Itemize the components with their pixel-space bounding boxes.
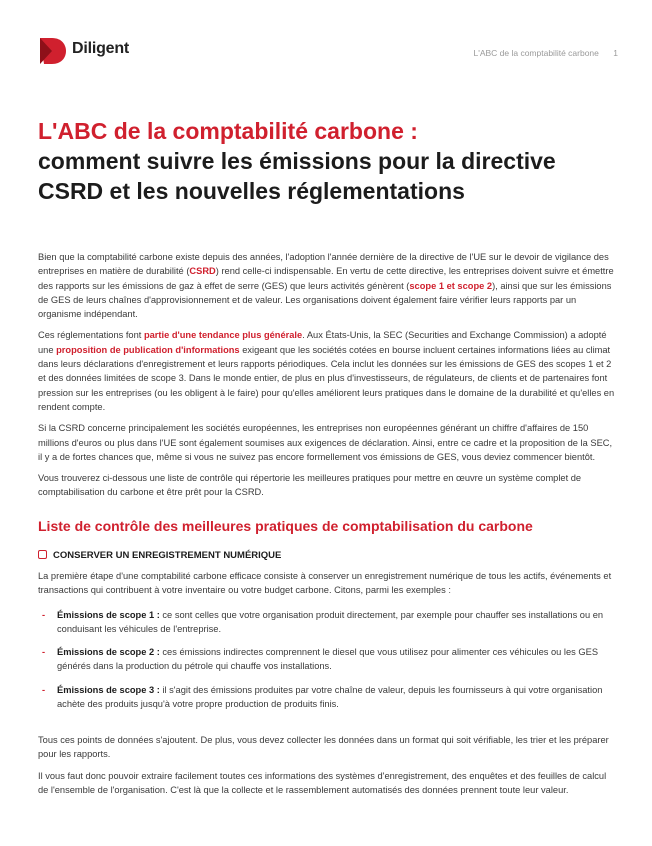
page-title — [38, 116, 618, 206]
scope-term: Émissions de scope 3 : — [57, 684, 160, 695]
checklist-item-body — [38, 569, 616, 720]
dash-bullet-icon: - — [42, 609, 46, 620]
intro-section — [38, 250, 616, 507]
checklist-item-label: CONSERVER UN ENREGISTREMENT NUMÉRIQUE — [53, 550, 282, 561]
page-number: 1 — [613, 48, 618, 58]
proposal-link[interactable]: proposition de publication d'informations — [56, 344, 240, 355]
closing-paragraph-1: Tous ces points de données s'ajoutent. De plus, vous devez collecter les données dans un format qui soit vérifiable, les trier et les préparer pour les rapports. — [38, 735, 609, 760]
text-run: ) rend celle-ci indispensable. En vertu de cette directive, les entreprises doivent suivre et émettre des rapports sur les émissions de gaz à effet de serre (GES) que leurs activités génèrent ( — [38, 266, 614, 291]
scope-text: il s'agit des émissions produites par votre chaîne de valeur, depuis les fournisseurs à qui votre organisation achète des produits jusqu'à votre propre production de produits finis. — [57, 684, 603, 710]
scope-text: ce sont celles que votre organisation produit directement, par exemple pour chauffer ses installations ou en conduisant les véhicules de l'entreprise. — [57, 609, 604, 634]
scope-text: ces émissions indirectes comprennent le diesel que vous utilisez pour alimenter ces véhicules ou les GES générés dans la production du pétrole qui chauffe vos installations. — [57, 647, 599, 672]
scope-term: Émissions de scope 1 : — [57, 609, 160, 620]
text-run: exigeant que les sociétés cotées en bourse incluent certaines informations liées au climat dans leurs déclarations d'enregistrement et leurs rapports périodiques. Cela inclut les données sur les émissions de GES des scopes 1 et 2 et des données limitées de scope 3. Dans le monde entier, de plus en plus d'investisseurs, de régulateurs, de clients et de partenaires font pression sur les entreprises (ou les obligent à le faire) pour qu'elles améliorent leurs pratiques dans le domaine de la durabilité et qu'elles en rendent compte. — [38, 344, 615, 412]
text-run: . Aux États-Unis, la SEC (Securities and Exchange Commission) a adopté une — [38, 330, 607, 355]
list-item — [38, 683, 605, 712]
title-line-1: L'ABC de la comptabilité carbone : — [38, 118, 418, 144]
csrd-link[interactable]: CSRD — [189, 266, 216, 277]
text-run: Ces réglementations font — [38, 330, 144, 341]
document-short-title: L'ABC de la comptabilité carbone — [473, 48, 599, 58]
checklist-item-heading — [38, 550, 281, 561]
trend-link[interactable]: partie d'une tendance plus générale — [143, 330, 303, 341]
title-line-2: comment suivre les émissions pour la directive — [38, 148, 556, 174]
intro-paragraph-2 — [38, 328, 616, 414]
dash-bullet-icon: - — [42, 684, 46, 695]
brand-name: Diligent — [72, 40, 130, 57]
closing-section — [38, 733, 616, 804]
text-run: ), ainsi que sur les émissions de GES de leurs chaînes d'approvisionnement et de valeur. Les organisations doivent également faire vérifier leurs rapports par un organisme indépendant. — [38, 280, 612, 320]
list-item — [38, 645, 605, 674]
intro-paragraph-3: Si la CSRD concerne principalement les sociétés européennes, les entreprises non européennes générant un chiffre d'affaires de 150 millions d'euros ou plus dans l'UE sont également soumises aux exigences de déclaration. Ainsi, entre ce cadre et la proposition de la SEC, il y a de fortes chances que, même si vous ne suivez pas encore formellement vos émissions de GES, vous deviez commencer bientôt. — [38, 423, 613, 462]
page-header — [38, 34, 618, 68]
diligent-logo-icon — [38, 36, 68, 66]
intro-paragraph-4: Vous trouverez ci-dessous une liste de contrôle qui répertorie les meilleures pratiques pour mettre en œuvre un système complet de comptabilisation du carbone et être prêt pour la CSRD. — [38, 473, 582, 498]
checkbox-icon[interactable] — [38, 550, 47, 559]
closing-paragraph-2: Il vous faut donc pouvoir extraire facilement toutes ces informations des systèmes d'enregistrement, des enquêtes et des feuilles de calcul de l'ensemble de l'organisation. C'est là que la collecte et le rassemblement automatisés des données prennent toute leur valeur. — [38, 770, 607, 795]
scope-link[interactable]: scope 1 et scope 2 — [409, 280, 493, 291]
scope-term: Émissions de scope 2 : — [57, 647, 160, 658]
title-line-3: CSRD et les nouvelles réglementations — [38, 178, 465, 204]
dash-bullet-icon: - — [42, 647, 46, 658]
running-header — [473, 48, 618, 58]
intro-paragraph-1 — [38, 250, 616, 321]
checklist-title: Liste de contrôle des meilleures pratiques de comptabilisation du carbone — [38, 518, 533, 534]
checklist-item-intro: La première étape d'une comptabilité carbone efficace consiste à conserver un enregistrement numérique de tous les actifs, événements et transactions qui contribuent à votre inventaire ou votre budget carbone. Citons, parmi les exemples : — [38, 571, 612, 596]
text-run: Bien que la comptabilité carbone existe depuis des années, l'adoption l'année dernière de la directive de l'UE sur le devoir de vigilance des entreprises en matière de durabilité ( — [38, 252, 609, 277]
scope-list — [38, 608, 616, 712]
list-item — [38, 608, 605, 637]
